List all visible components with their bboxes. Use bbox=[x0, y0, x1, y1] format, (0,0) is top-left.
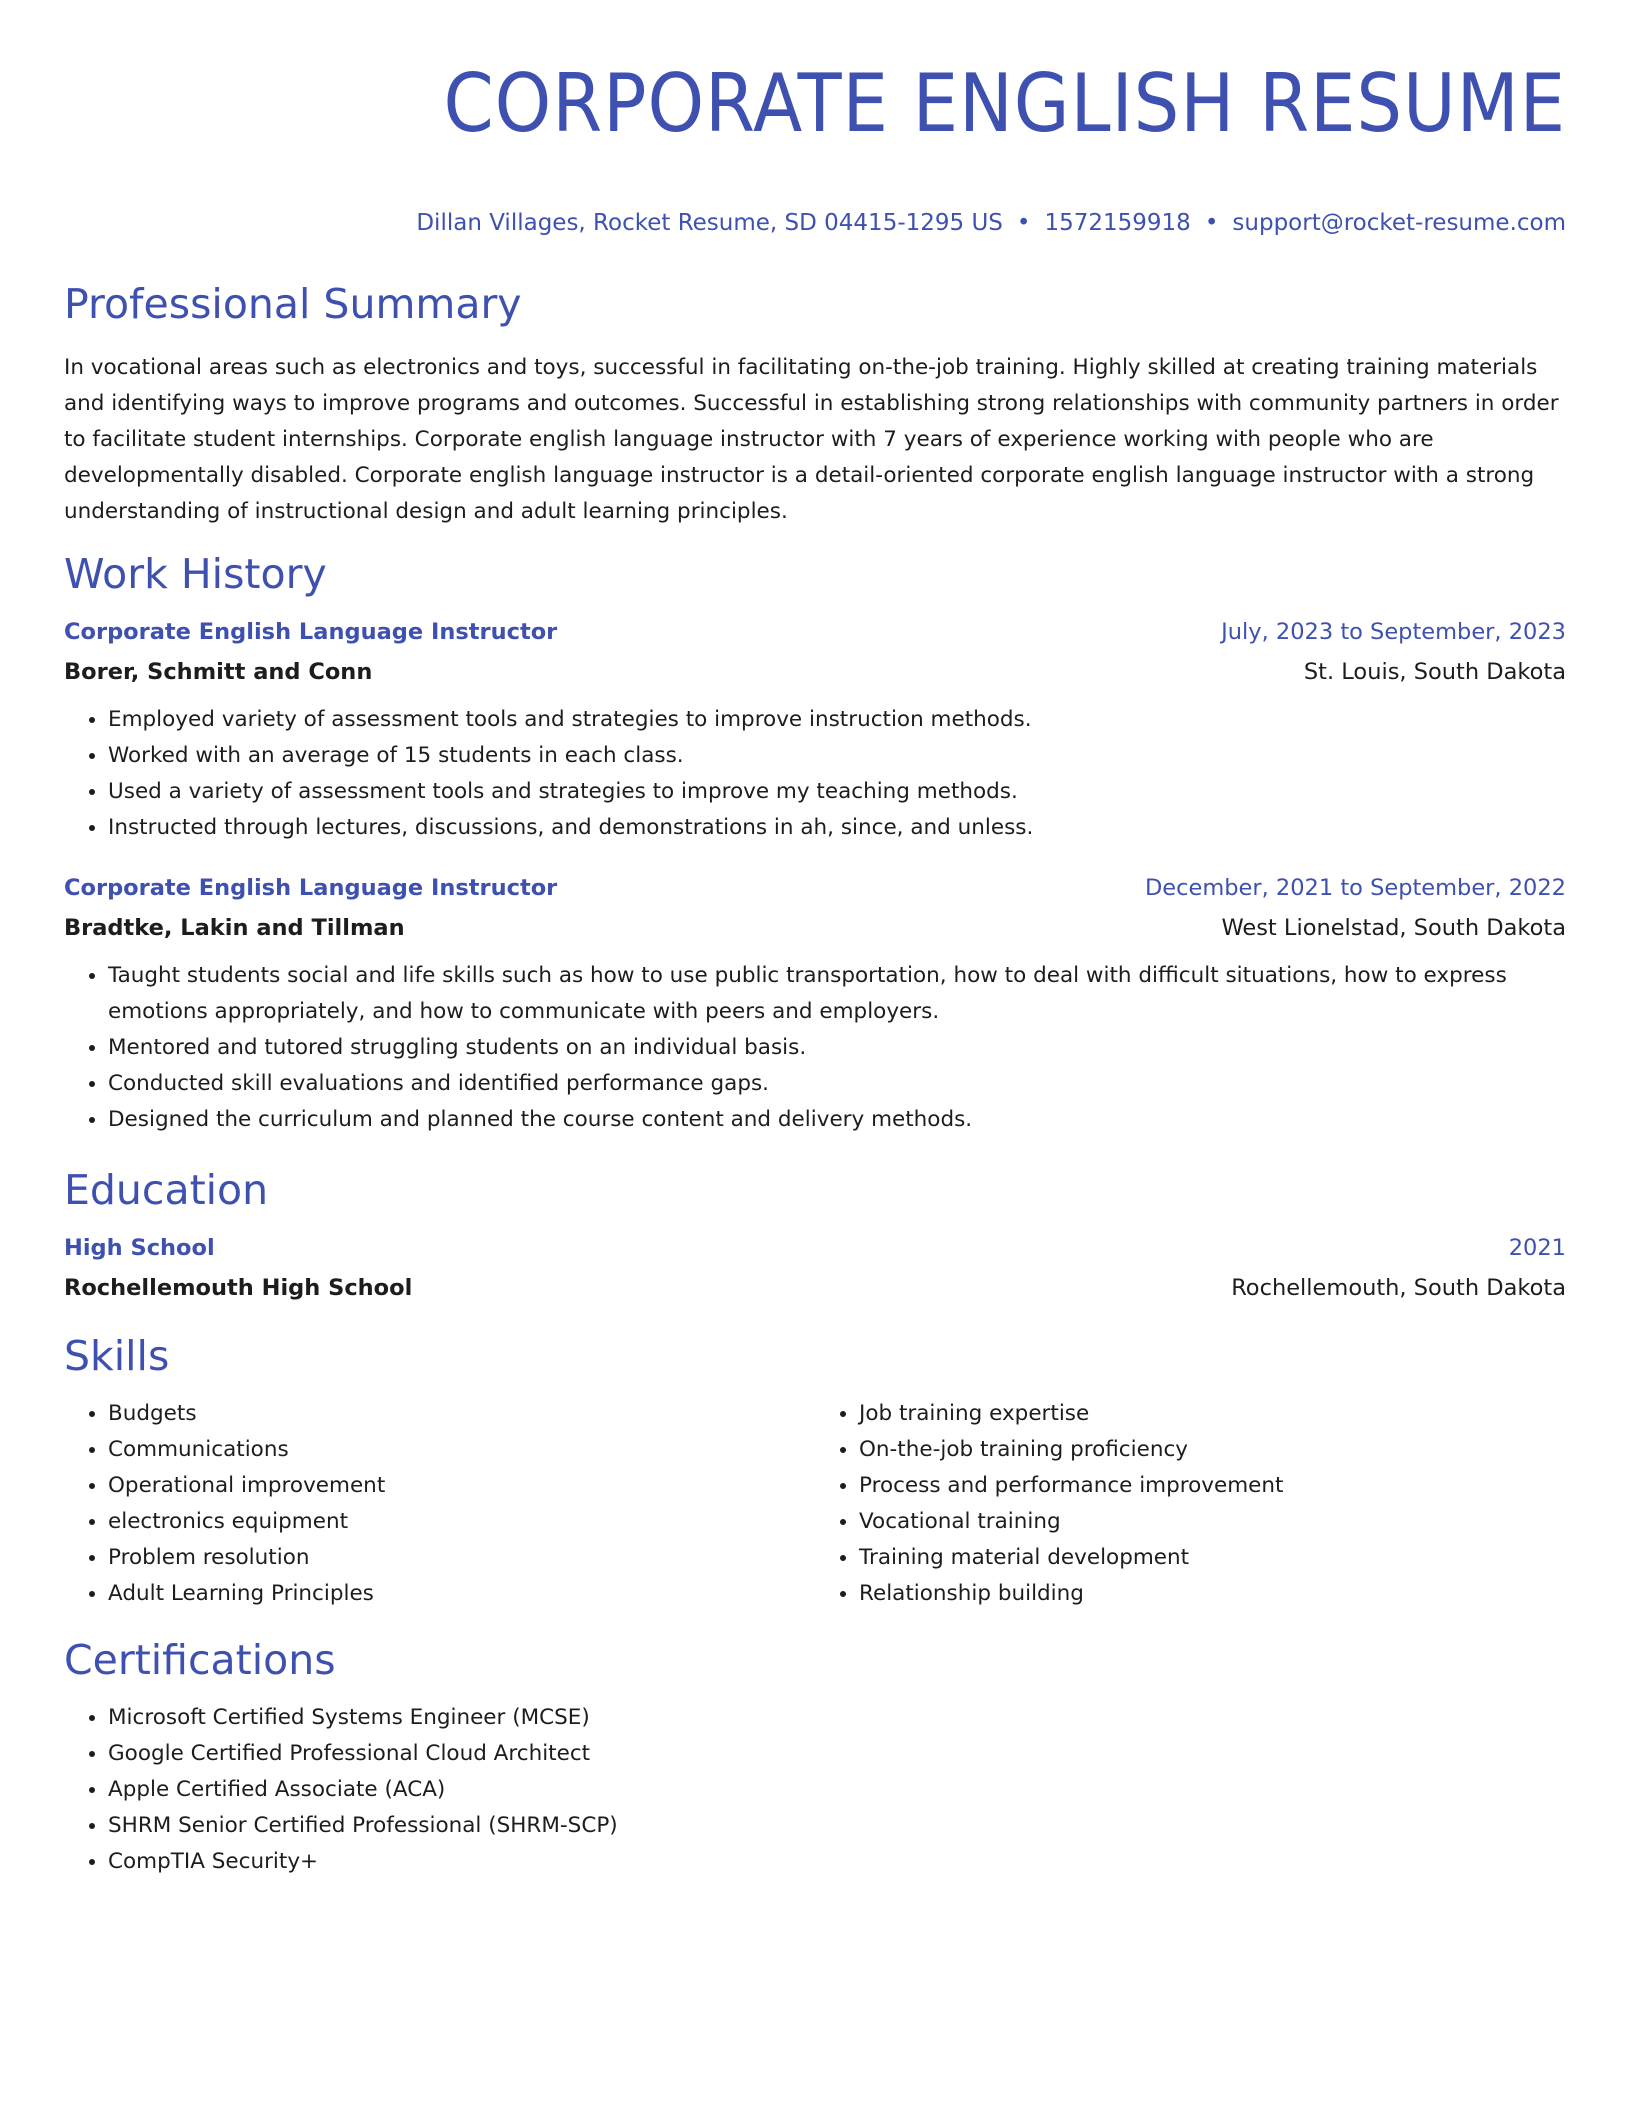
skills-list-left bbox=[64, 1396, 815, 1612]
job-bullet: • Employed variety of assessment tools and strategies to improve instruction methods. bbox=[108, 702, 1566, 738]
summary-heading: Professional Summary bbox=[64, 280, 522, 328]
skill-item: • electronics equipment bbox=[108, 1504, 815, 1540]
skills-heading: Skills bbox=[64, 1332, 170, 1380]
skills-list-right bbox=[815, 1396, 1566, 1612]
skill-item: • Budgets bbox=[108, 1396, 815, 1432]
job-title: Corporate English Language Instructor bbox=[64, 875, 558, 901]
education-entry bbox=[64, 1228, 1566, 1308]
job-bullet: • Mentored and tutored struggling students on an individual basis. bbox=[108, 1030, 1566, 1066]
contact-phone: 1572159918 bbox=[1044, 210, 1191, 236]
education-heading: Education bbox=[64, 1166, 269, 1214]
skill-item: • Process and performance improvement bbox=[859, 1468, 1566, 1504]
job-title: Corporate English Language Instructor bbox=[64, 619, 558, 645]
work-history-heading: Work History bbox=[64, 550, 327, 598]
contact-separator: • bbox=[1204, 210, 1219, 236]
job-location: St. Louis, South Dakota bbox=[1303, 659, 1566, 685]
certifications-heading: Certifications bbox=[64, 1636, 336, 1684]
education-degree: High School bbox=[64, 1235, 215, 1261]
contact-address: Dillan Villages, Rocket Resume, SD 04415-1295 US bbox=[416, 210, 1003, 236]
skill-item: • Operational improvement bbox=[108, 1468, 815, 1504]
resume-page bbox=[64, 0, 1566, 1880]
certifications-list bbox=[64, 1700, 1566, 1880]
certification-item: • Apple Certified Associate (ACA) bbox=[108, 1772, 1566, 1808]
education-location: Rochellemouth, South Dakota bbox=[1231, 1275, 1566, 1301]
job-bullets bbox=[64, 702, 1566, 846]
skill-item: • Communications bbox=[108, 1432, 815, 1468]
job-company: Bradtke, Lakin and Tillman bbox=[64, 915, 405, 941]
certification-item: • CompTIA Security+ bbox=[108, 1844, 1566, 1880]
job-dates: July, 2023 to September, 2023 bbox=[1221, 619, 1566, 645]
job-bullet: • Used a variety of assessment tools and strategies to improve my teaching methods. bbox=[108, 774, 1566, 810]
job-bullet: • Worked with an average of 15 students in each class. bbox=[108, 738, 1566, 774]
job-bullet: • Designed the curriculum and planned the course content and delivery methods. bbox=[108, 1102, 1566, 1138]
education-year: 2021 bbox=[1508, 1235, 1566, 1261]
skill-item: • Adult Learning Principles bbox=[108, 1576, 815, 1612]
contact-separator: • bbox=[1016, 210, 1031, 236]
certification-item: • Microsoft Certified Systems Engineer (MCSE) bbox=[108, 1700, 1566, 1736]
education-school: Rochellemouth High School bbox=[64, 1275, 413, 1301]
skill-item: • Vocational training bbox=[859, 1504, 1566, 1540]
job-bullet: • Taught students social and life skills such as how to use public transportation, how to deal with difficult situations, how to express emotions appropriately, and how to communicate with peers and employers. bbox=[108, 958, 1566, 1030]
skill-item: • Relationship building bbox=[859, 1576, 1566, 1612]
job-entry bbox=[64, 612, 1566, 846]
resume-title: CORPORATE ENGLISH RESUME bbox=[443, 57, 1566, 150]
skill-item: • Job training expertise bbox=[859, 1396, 1566, 1432]
skills-columns bbox=[64, 1396, 1566, 1612]
job-company: Borer, Schmitt and Conn bbox=[64, 659, 373, 685]
certification-item: • Google Certified Professional Cloud Architect bbox=[108, 1736, 1566, 1772]
skill-item: • Problem resolution bbox=[108, 1540, 815, 1576]
job-bullets bbox=[64, 958, 1566, 1138]
job-dates: December, 2021 to September, 2022 bbox=[1144, 875, 1566, 901]
job-bullet: • Conducted skill evaluations and identified performance gaps. bbox=[108, 1066, 1566, 1102]
summary-text: In vocational areas such as electronics and toys, successful in facilitating on-the-job training. Highly skilled at creating training materials and identifying ways to improve programs and outcomes. Successful in establishing strong relationships with community partners in order to facilitate student internships. Corporate english language instructor with 7 years of experience working with people who are developmentally disabled. Corporate english language instructor is a detail-oriented corporate english language instructor with a strong understanding of instructional design and adult learning principles. bbox=[64, 355, 1559, 524]
job-entry bbox=[64, 868, 1566, 1138]
contact-line bbox=[64, 208, 1566, 238]
job-bullet: • Instructed through lectures, discussions, and demonstrations in ah, since, and unless. bbox=[108, 810, 1566, 846]
skill-item: • On-the-job training proficiency bbox=[859, 1432, 1566, 1468]
certification-item: • SHRM Senior Certified Professional (SHRM-SCP) bbox=[108, 1808, 1566, 1844]
job-location: West Lionelstad, South Dakota bbox=[1221, 915, 1566, 941]
contact-email[interactable]: support@rocket-resume.com bbox=[1232, 210, 1566, 236]
skill-item: • Training material development bbox=[859, 1540, 1566, 1576]
